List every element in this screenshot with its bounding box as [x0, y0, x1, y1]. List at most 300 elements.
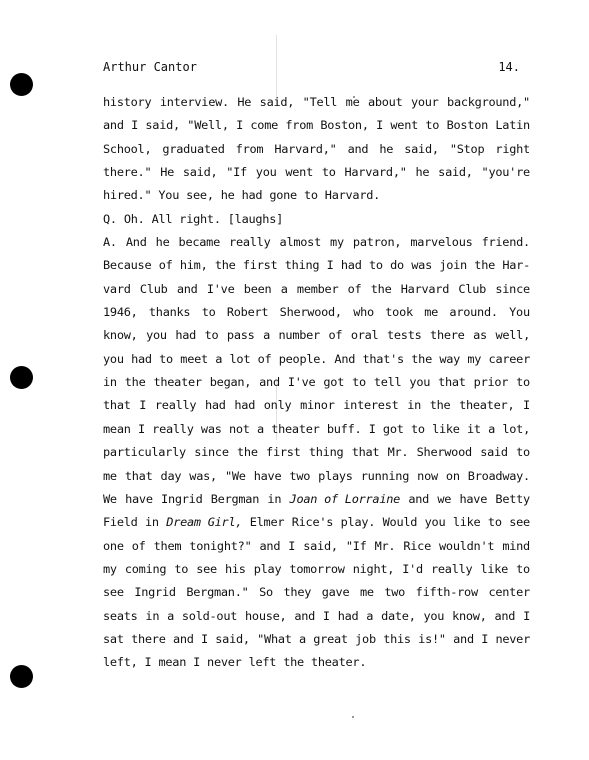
transcript-word: I [193, 655, 201, 670]
transcript-word: had [131, 351, 152, 366]
page-number: 14. [498, 60, 520, 74]
transcript-word: great [313, 631, 348, 646]
transcript-word: thing [308, 445, 344, 460]
transcript-word: see [509, 515, 530, 530]
scan-speck [352, 716, 354, 718]
transcript-word: have [253, 468, 282, 483]
transcript-word: like [480, 561, 509, 576]
transcript-word: of [328, 328, 343, 343]
transcript-word: I've [206, 281, 235, 296]
transcript-word: a [263, 328, 270, 343]
transcript-line [103, 138, 530, 161]
transcript-word: wouldn't [439, 538, 495, 553]
transcript-word: "What [257, 631, 292, 646]
transcript-word: he [379, 141, 394, 156]
transcript-word: you [423, 608, 445, 623]
transcript-word: to [352, 375, 366, 390]
transcript-word: Harvard. [324, 188, 381, 203]
transcript-word: my [103, 561, 117, 576]
transcript-word: the [411, 351, 432, 366]
transcript-word: Club [458, 281, 487, 296]
transcript-word: he [155, 235, 170, 250]
transcript-word: that [351, 445, 380, 460]
transcript-word: job [355, 631, 376, 646]
transcript-word: Boston [446, 118, 489, 133]
transcript-word: the [237, 445, 258, 460]
transcript-line [103, 511, 530, 534]
transcript-word: said, [404, 141, 439, 156]
transcript-word: mean [103, 421, 131, 436]
transcript-word: play. [340, 515, 376, 530]
transcript-word: his [224, 561, 246, 576]
transcript-word: School, [103, 141, 152, 156]
transcript-word: a [299, 631, 306, 646]
transcript-word: right [495, 141, 530, 156]
transcript-word: gone [269, 188, 297, 203]
transcript-word: running [360, 468, 410, 483]
transcript-line [103, 465, 530, 488]
transcript-word: you [409, 375, 431, 390]
transcript-word: Broadway. [467, 468, 530, 483]
transcript-word: and [259, 375, 280, 390]
transcript-word: He [237, 95, 252, 109]
transcript-word: to [516, 561, 530, 576]
transcript-word: only [263, 398, 292, 413]
transcript-word: have [125, 491, 153, 506]
transcript-word: the [283, 655, 304, 670]
transcript-word: Har- [502, 258, 530, 273]
transcript-word: a [280, 281, 288, 296]
transcript-word: see, [186, 188, 214, 203]
transcript-word: I've [287, 375, 316, 390]
transcript-word: meet [180, 351, 208, 366]
transcript-word: I [131, 118, 139, 133]
transcript-word: way [439, 351, 461, 366]
transcript-word: not [228, 421, 250, 436]
transcript-word: two [384, 585, 406, 600]
transcript-word: I [523, 608, 530, 623]
transcript-word: to [321, 165, 336, 180]
transcript-word: You [509, 305, 530, 320]
transcript-word: of [131, 538, 146, 553]
transcript-word: friend. [481, 235, 530, 250]
transcript-word: come [250, 118, 279, 133]
transcript-word: was [411, 258, 432, 273]
transcript-word: Ingrid [161, 491, 203, 506]
transcript-word: never [495, 631, 530, 646]
transcript-word: Harvard," [344, 165, 407, 180]
transcript-word: 1946, [103, 305, 138, 320]
transcript-word: Sherwood, [279, 305, 342, 320]
transcript-word: had [204, 398, 226, 413]
transcript-word: "you're [481, 165, 530, 180]
transcript-word: me [345, 95, 360, 109]
transcript-word: had [175, 328, 197, 343]
transcript-word: see [103, 585, 124, 600]
transcript-word: on [445, 468, 460, 483]
transcript-word: And [334, 351, 356, 366]
transcript-word: interest [343, 398, 399, 413]
transcript-word: fifth-row [415, 585, 478, 600]
transcript-word: see [196, 561, 217, 576]
transcript-word: to [410, 421, 425, 436]
transcript-word: the [214, 258, 236, 273]
transcript-word: do [390, 258, 404, 273]
punch-hole-top [10, 73, 33, 96]
transcript-word: of [158, 258, 173, 273]
transcript-word: tell [373, 375, 402, 390]
transcript-word: you [255, 165, 277, 180]
transcript-word: of [347, 281, 362, 296]
transcript-word: was, [189, 468, 217, 483]
transcript-word: "Tell [302, 95, 338, 109]
transcript-word: well, [495, 328, 530, 343]
transcript-word: I [376, 118, 384, 133]
transcript-word: people. [278, 351, 328, 366]
transcript-word: and [259, 538, 281, 553]
transcript-word: a [215, 351, 223, 366]
transcript-line [103, 488, 530, 511]
transcript-word: Rice [403, 538, 431, 553]
transcript-word: from [235, 141, 264, 156]
transcript-word: that [438, 375, 466, 390]
transcript-word: to [159, 351, 173, 366]
transcript-word: him, [179, 258, 208, 273]
transcript-word: to [516, 445, 530, 460]
transcript-word: my [330, 235, 344, 250]
transcript-word: particularly [103, 445, 186, 460]
transcript-word: they [283, 585, 312, 600]
transcript-word: in [267, 491, 282, 506]
transcript-word: play [253, 561, 282, 576]
transcript-word: first [266, 445, 301, 460]
transcript-word: said, [182, 165, 218, 180]
transcript-word: got [382, 421, 404, 436]
transcript-word: vard [103, 281, 131, 296]
transcript-line [103, 441, 530, 464]
transcript-word: me [103, 468, 117, 483]
transcript-word: said, [259, 95, 295, 109]
transcript-word: night, [352, 561, 395, 576]
transcript-line [103, 418, 530, 441]
transcript-word: he [415, 165, 430, 180]
transcript-word: have [459, 491, 488, 506]
transcript-word: really [229, 235, 271, 250]
transcript-word: tomorrow [289, 561, 345, 576]
transcript-word: theater. [310, 655, 367, 670]
transcript-word: "Stop [449, 141, 485, 156]
page-header [103, 60, 520, 82]
transcript-word: Betty [495, 491, 530, 506]
transcript-word: the [474, 258, 496, 273]
transcript-line [103, 394, 530, 417]
transcript-line [103, 91, 530, 114]
transcript-word: the [370, 281, 392, 296]
transcript-word: to [425, 118, 440, 133]
transcript-word: he [220, 188, 235, 203]
transcript-word: All [151, 211, 173, 226]
transcript-word: to [487, 515, 502, 530]
transcript-word: I'd [402, 561, 423, 576]
transcript-word: this [383, 631, 411, 646]
transcript-line [103, 651, 530, 674]
transcript-word: prior [473, 375, 509, 390]
transcript-word: said, [438, 165, 473, 180]
transcript-word: about [367, 95, 403, 109]
transcript-word: sat [103, 631, 124, 646]
transcript-word: that [124, 468, 153, 483]
transcript-word: from [285, 118, 314, 133]
transcript-word: had [340, 258, 362, 273]
transcript-word: of [257, 351, 272, 366]
transcript-word: Ingrid [134, 585, 176, 600]
transcript-word: been [243, 281, 272, 296]
transcript-word: house, [245, 608, 287, 623]
transcript-word: my [467, 351, 482, 366]
transcript-word: a [366, 608, 374, 623]
transcript-word: [laughs] [227, 211, 284, 226]
transcript-word: I [137, 421, 145, 436]
transcript-word: to [303, 188, 318, 203]
transcript-word: a [256, 421, 264, 436]
transcript-word: really [430, 561, 473, 576]
transcript-word: mind [502, 538, 530, 553]
transcript-word: Harvard," [274, 141, 337, 156]
transcript-word: Rice's [291, 515, 334, 530]
transcript-word: went [390, 118, 419, 133]
transcript-line [103, 184, 530, 207]
transcript-line [103, 558, 530, 581]
transcript-word: tests [386, 328, 422, 343]
transcript-word: and [494, 608, 516, 623]
transcript-word: got [323, 375, 345, 390]
transcript-word: a [488, 421, 496, 436]
transcript-word: know, [452, 608, 487, 623]
transcript-word: said, [145, 118, 180, 133]
transcript-word: there [430, 328, 465, 343]
transcript-word: really [152, 421, 194, 436]
transcript-word: coming [124, 561, 167, 576]
transcript-word: history [103, 95, 152, 109]
transcript-word: them [153, 538, 182, 553]
transcript-word: mean [158, 655, 187, 670]
transcript-word: who [353, 305, 374, 320]
transcript-word: "If [226, 165, 247, 180]
transcript-word: career [488, 351, 530, 366]
transcript-word: like [432, 421, 460, 436]
transcript-word: and [103, 118, 124, 133]
transcript-word: since [194, 445, 229, 460]
transcript-word: to [201, 305, 216, 320]
transcript-line [103, 231, 530, 254]
transcript-word: Mr. [387, 445, 409, 460]
transcript-word: Bergman." [186, 585, 249, 600]
transcript-word: to [368, 258, 383, 273]
transcript-word: since [495, 281, 530, 296]
transcript-word: buff. [326, 421, 362, 436]
transcript-line [103, 605, 530, 628]
transcript-word: marvelous [410, 235, 473, 250]
transcript-word: never [207, 655, 242, 670]
transcript-word: You [158, 188, 180, 203]
transcript-word: Harvard [400, 281, 450, 296]
transcript-word: had [234, 398, 256, 413]
transcript-word: sold-out [181, 608, 238, 623]
transcript-word: I [322, 608, 330, 623]
transcript-word: So [259, 585, 273, 600]
transcript-word: me [424, 305, 439, 320]
transcript-word: said, [215, 631, 250, 646]
transcript-word: one [103, 538, 124, 553]
speaker-name: Arthur Cantor [103, 60, 197, 74]
transcript-word: day [160, 468, 182, 483]
transcript-word: is!" [418, 631, 446, 646]
transcript-word: had [241, 188, 263, 203]
transcript-line [103, 208, 530, 231]
transcript-word: Elmer [249, 515, 285, 530]
transcript-word: it [467, 421, 481, 436]
transcript-word: I [144, 655, 152, 670]
transcript-word: the [429, 398, 451, 413]
transcript-word: that's [362, 351, 404, 366]
transcript-word: said, [303, 538, 338, 553]
transcript-word: I [201, 631, 208, 646]
transcript-word: center [488, 585, 530, 600]
transcript-line [103, 371, 530, 394]
transcript-line [103, 278, 530, 301]
transcript-word: began, [209, 375, 252, 390]
transcript-word: took [385, 305, 413, 320]
transcript-word: to [204, 328, 219, 343]
punch-hole-bottom [10, 665, 33, 688]
transcript-word: interview. [159, 95, 229, 109]
transcript-word: had [337, 608, 359, 623]
transcript-line [103, 161, 530, 184]
transcript-word: Oh. [123, 211, 145, 226]
transcript-word: A. [103, 235, 117, 250]
transcript-word: and [176, 281, 198, 296]
transcript-line [103, 581, 530, 604]
transcript-word: I [139, 398, 147, 413]
transcript-line [103, 628, 530, 651]
transcript-word: and [453, 631, 474, 646]
transcript-word: we [437, 491, 452, 506]
transcript-word: hired." [103, 188, 152, 203]
transcript-word: And [125, 235, 147, 250]
transcript-word: background," [447, 95, 530, 109]
transcript-word: Club [139, 281, 168, 296]
transcript-line [103, 324, 530, 347]
transcript-word: and [408, 491, 430, 506]
transcript-word: there [131, 631, 166, 646]
transcript-word: in [145, 608, 160, 623]
transcript-word: date, [381, 608, 416, 623]
transcript-word: tonight?" [189, 538, 252, 553]
transcript-word: left, [103, 655, 138, 670]
transcript-word: Robert [226, 305, 269, 320]
transcript-word: went [285, 165, 313, 180]
transcript-word: join [439, 258, 467, 273]
transcript-word: to [516, 375, 530, 390]
transcript-line [103, 301, 530, 324]
transcript-line [103, 254, 530, 277]
transcript-word: in [103, 375, 117, 390]
transcript-word: gave [321, 585, 350, 600]
transcript-word: left [248, 655, 277, 670]
transcript-line [103, 535, 530, 558]
transcript-word: member [296, 281, 339, 296]
transcript-word: I [523, 398, 530, 413]
transcript-word: Dream Girl, [166, 515, 243, 530]
transcript-word: you [146, 328, 167, 343]
transcript-word: minor [300, 398, 335, 413]
transcript-word: Boston, [320, 118, 369, 133]
transcript-word: became [178, 235, 220, 250]
transcript-word: lot [229, 351, 251, 366]
transcript-word: in [407, 398, 422, 413]
transcript-word: "If [345, 538, 367, 553]
transcript-word: and [347, 141, 369, 156]
transcript-word: patron, [352, 235, 402, 250]
transcript-word: I [326, 258, 334, 273]
transcript-word: and [294, 608, 316, 623]
transcript-word: was [200, 421, 222, 436]
transcript-line [103, 114, 530, 137]
transcript-word: first [242, 258, 278, 273]
transcript-word: as [473, 328, 487, 343]
transcript-word: Sherwood [416, 445, 472, 460]
transcript-word: theater [153, 375, 202, 390]
transcript-word: said [480, 445, 508, 460]
transcript-word: two [289, 468, 311, 483]
transcript-word: Would [382, 515, 418, 530]
transcript-word: you [424, 515, 446, 530]
transcript-body [103, 91, 530, 675]
transcript-word: We [103, 491, 117, 506]
transcript-word: Mr. [374, 538, 396, 553]
transcript-word: like [452, 515, 481, 530]
transcript-word: lot, [502, 421, 530, 436]
transcript-word: "We [224, 468, 246, 483]
transcript-word: He [160, 165, 175, 180]
transcript-word: Joan of Lorraine [289, 491, 401, 506]
transcript-word: there." [103, 165, 152, 180]
transcript-word: right. [179, 211, 221, 226]
transcript-word: graduated [162, 141, 225, 156]
transcript-word: your [410, 95, 439, 109]
transcript-word: Q. [103, 211, 117, 226]
transcript-word: and [172, 631, 194, 646]
transcript-word: in [145, 515, 159, 530]
transcript-word: number [278, 328, 320, 343]
transcript-word: almost [279, 235, 321, 250]
transcript-word: I [288, 538, 296, 553]
transcript-word: theater, [459, 398, 515, 413]
transcript-word: oral [350, 328, 379, 343]
transcript-word: thanks [148, 305, 191, 320]
transcript-word: that [103, 398, 131, 413]
transcript-word: I [368, 421, 376, 436]
transcript-word: the [124, 375, 146, 390]
transcript-word: Latin [495, 118, 530, 133]
transcript-word: thing [284, 258, 320, 273]
transcript-word: really [154, 398, 197, 413]
transcript-word: me [359, 585, 374, 600]
transcript-word: Field [103, 515, 138, 530]
transcript-word: Because [103, 258, 152, 273]
transcript-word: seats [103, 608, 138, 623]
transcript-word: Bergman [210, 491, 260, 506]
